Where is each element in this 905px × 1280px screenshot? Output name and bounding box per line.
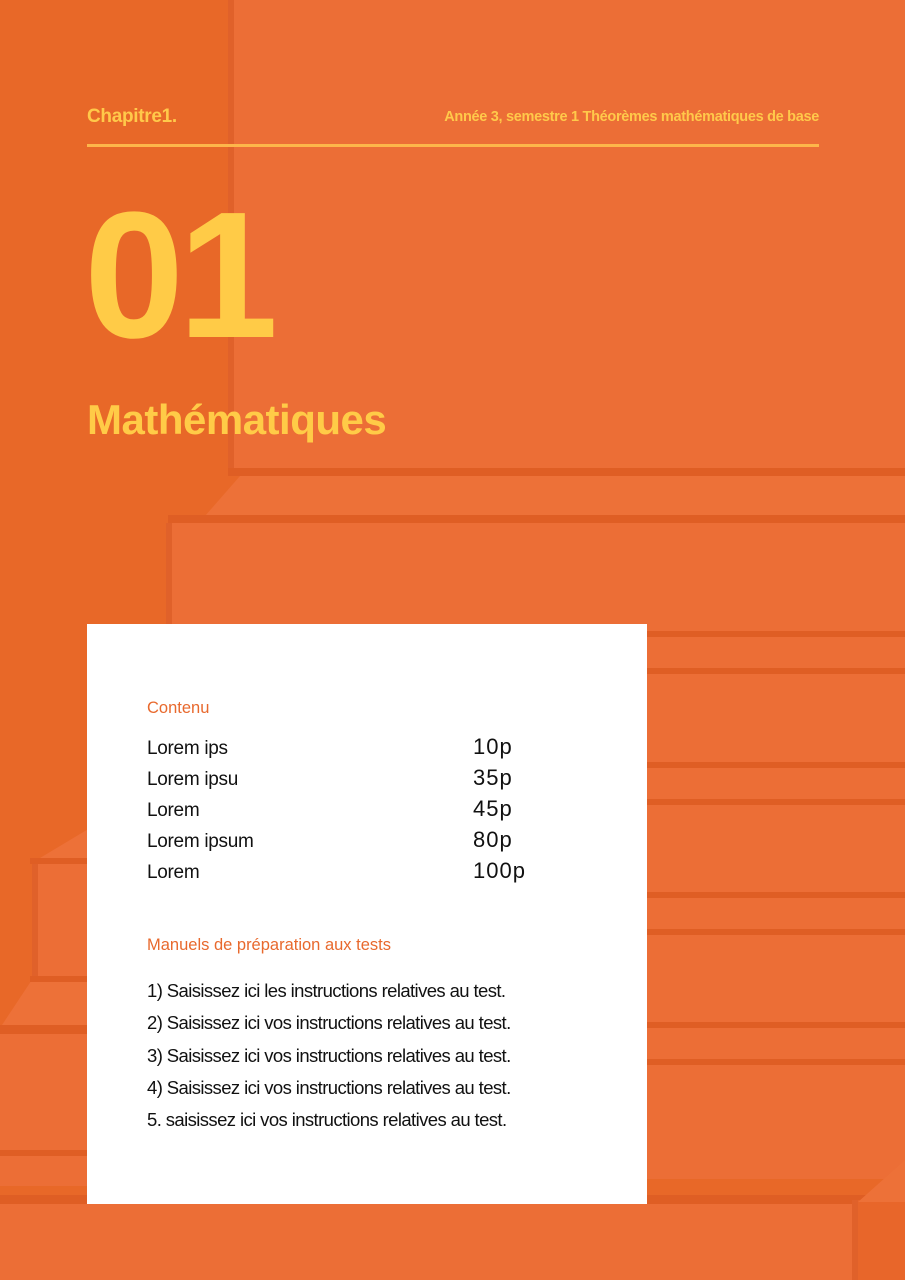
bg-edge — [647, 929, 905, 935]
page-header — [87, 104, 819, 147]
bg-edge — [168, 515, 905, 523]
toc-item-page: 35p — [473, 765, 513, 790]
toc-item-name: Lorem ipsu — [147, 769, 238, 790]
toc-row — [147, 796, 547, 827]
instruction-item: 4) Saisissez ici vos instructions relatives au test. — [147, 1076, 511, 1098]
instruction-item: 5. saisissez ici vos instructions relatives au test. — [147, 1109, 507, 1131]
bg-edge — [32, 864, 38, 978]
bg-block — [0, 1034, 87, 1150]
toc-item-name: Lorem ipsum — [147, 831, 254, 852]
table-of-contents — [147, 734, 547, 889]
toc-item-name: Lorem — [147, 800, 200, 821]
chapter-label: Chapitre1. — [87, 106, 177, 127]
course-subtitle: Année 3, semestre 1 Théorèmes mathématiques de base — [444, 109, 819, 125]
bg-bevel — [205, 476, 905, 516]
instruction-item: 1) Saisissez ici les instructions relatives au test. — [147, 980, 506, 1001]
manuals-heading: Manuels de préparation aux tests — [147, 936, 391, 954]
bg-block — [0, 1156, 87, 1186]
contents-heading: Contenu — [147, 699, 210, 717]
bg-edge — [30, 976, 87, 982]
instruction-item: 3) Saisissez ici vos instructions relatives au test. — [147, 1044, 511, 1066]
bg-block — [647, 639, 905, 1179]
toc-item-page: 100p — [473, 858, 526, 883]
toc-item-name: Lorem — [147, 862, 200, 883]
bg-edge — [647, 799, 905, 805]
bg-edge — [647, 892, 905, 898]
toc-row — [147, 827, 547, 858]
bg-block — [36, 864, 87, 978]
bg-block — [168, 523, 905, 639]
content-card — [87, 624, 647, 1204]
bg-edge — [647, 668, 905, 674]
toc-row — [147, 734, 547, 765]
toc-item-name: Lorem ips — [147, 738, 228, 759]
bg-block — [0, 1204, 858, 1280]
bg-edge — [647, 1059, 905, 1065]
bg-block — [858, 1200, 905, 1280]
bg-bevel — [0, 982, 87, 1028]
instructions-list — [147, 980, 627, 1141]
page-title: Mathématiques — [87, 396, 387, 443]
instruction-item: 2) Saisissez ici vos instructions relatives au test. — [147, 1012, 511, 1034]
toc-row — [147, 765, 547, 796]
bg-edge — [228, 468, 905, 476]
toc-row — [147, 858, 547, 889]
bg-edge — [166, 523, 172, 639]
chapter-number: 01 — [84, 175, 273, 376]
toc-item-page: 80p — [473, 827, 513, 852]
bg-edge — [647, 1022, 905, 1028]
toc-item-page: 10p — [473, 734, 513, 759]
bg-edge — [647, 631, 905, 637]
bg-edge — [0, 1025, 87, 1034]
toc-item-page: 45p — [473, 796, 513, 821]
bg-edge — [647, 762, 905, 768]
